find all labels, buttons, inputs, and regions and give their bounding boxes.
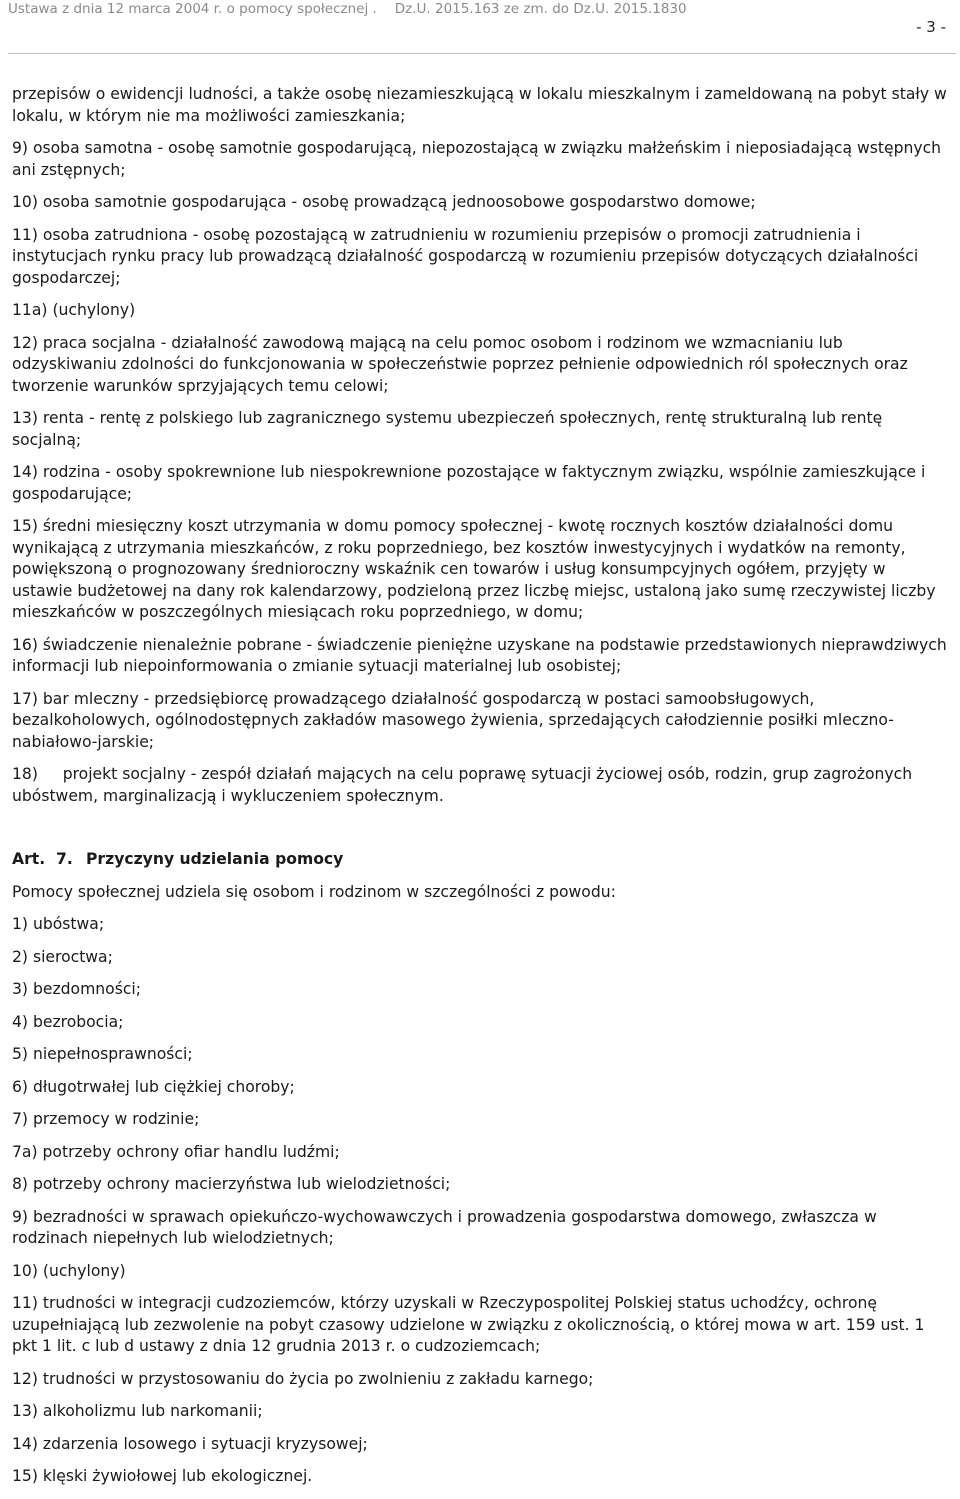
list-item: 15) klęski żywiołowej lub ekologicznej. [12,1467,313,1485]
definition-paragraph: 17) bar mleczny - przedsiębiorcę prowadzącego działalność gospodarczą w postaci samoobsługowych, bezalkoholowych, ogólnodostępnych zakładów masowego żywienia, sprzedających całodziennie posiłki mleczno-nabiałowo-jarskie; [12,689,894,751]
document-source-line [8,0,687,18]
article-heading [12,849,948,871]
list-item: 1) ubóstwa; [12,915,105,933]
journal-reference: Dz.U. 2015.163 ze zm. do Dz.U. 2015.1830 [394,1,687,17]
list-item: 13) alkoholizmu lub narkomanii; [12,1402,263,1420]
article-number: Art. 7. [12,850,73,868]
article-intro: Pomocy społecznej udziela się osobom i rodzinom w szczególności z powodu: [12,882,616,901]
list-item: 12) trudności w przystosowaniu do życia po zwolnieniu z zakładu karnego; [12,1369,594,1388]
definition-paragraph: 12) praca socjalna - działalność zawodową mającą na celu pomoc osobom i rodzinom we wzmacnianiu lub odzyskiwaniu zdolności do funkcjonowania w społeczeństwie poprzez pełnienie odpowiednich ról społecznych oraz tworzenie warunków sprzyjających temu celowi; [12,333,908,395]
header-divider [8,53,956,54]
article-title: Przyczyny udzielania pomocy [86,850,344,868]
definition-paragraph: 10) osoba samotnie gospodarująca - osobę prowadzącą jednoosobowe gospodarstwo domowe; [12,193,756,211]
definition-paragraph: 13) renta - rentę z polskiego lub zagranicznego systemu ubezpieczeń społecznych, rentę strukturalną lub rentę socjalną; [12,409,883,449]
article-7 [12,849,948,1488]
page-number: - 3 - [916,18,946,36]
definition-paragraph: 15) średni miesięczny koszt utrzymania w domu pomocy społecznej - kwotę rocznych kosztów działalności domu wynikającą z utrzymania mieszkańców, z roku poprzedniego, bez kosztów inwestycyjnych i wydatków na remonty, powiększoną o prognozowany średnioroczny wskaźnik cen towarów i usług konsumpcyjnych ogółem, przyjęty w ustawie budżetowej na dany rok kalendarzowy, podzieloną przez liczbę miejsc, ustaloną jako sumę rzeczywistej liczby mieszkańców w poszczególnych miesiącach roku poprzedniego, w domu; [12,517,936,621]
list-item: 3) bezdomności; [12,980,141,998]
list-item: 6) długotrwałej lub ciężkiej choroby; [12,1077,295,1096]
list-item: 14) zdarzenia losowego i sytuacji kryzysowej; [12,1434,368,1453]
list-item: 4) bezrobocia; [12,1012,124,1031]
list-item: 7a) potrzeby ochrony ofiar handlu ludźmi; [12,1142,340,1161]
definition-paragraph: 14) rodzina - osoby spokrewnione lub niespokrewnione pozostające w faktycznym związku, wspólnie zamieszkujące i gospodarujące; [12,463,926,503]
definition-paragraph: 18) projekt socjalny - zespół działań mających na celu poprawę sytuacji życiowej osób, rodzin, grup zagrożonych ubóstwem, marginalizacją i wykluczeniem społecznym. [12,765,918,805]
definition-paragraph: przepisów o ewidencji ludności, a także osobę niezamieszkującą w lokalu mieszkalnym i zameldowaną na pobyt stały w lokalu, w którym nie ma możliwości zamieszkania; [12,85,947,125]
definition-paragraph: 11) osoba zatrudniona - osobę pozostającą w zatrudnieniu w rozumieniu przepisów o promocji zatrudnienia i instytucjach rynku pracy lub prowadzącą działalność gospodarczą w rozumieniu przepisów dotyczących działalności gospodarczej; [12,225,919,287]
section-spacer [12,818,948,849]
definition-paragraph: 11a) (uchylony) [12,301,136,319]
list-item: 9) bezradności w sprawach opiekuńczo-wychowawczych i prowadzenia gospodarstwa domowego, zwłaszcza w rodzinach niepełnych lub wielodzietnych; [12,1207,877,1247]
list-item: 11) trudności w integracji cudzoziemców, którzy uzyskali w Rzeczypospolitej Polskiej status uchodźcy, ochronę uzupełniającą lub zezwolenie na pobyt czasowy udzielone w związku z okolicznością, o której mowa w art. 159 ust. 1 pkt 1 lit. c lub d ustawy z dnia 12 grudnia 2013 r. o cudzoziemcach; [12,1294,925,1355]
page-header [0,0,960,56]
list-item: 5) niepełnosprawności; [12,1045,193,1063]
definition-paragraph: 16) świadczenie nienależnie pobrane - świadczenie pieniężne uzyskane na podstawie przedstawionych nieprawdziwych informacji lub niepoinformowania o zmianie sytuacji materialnej lub osobistej; [12,635,947,675]
document-body [12,84,948,1499]
definitions-list [12,84,948,807]
list-item: 8) potrzeby ochrony macierzyństwa lub wielodzietności; [12,1175,451,1193]
act-title: Ustawa z dnia 12 marca 2004 r. o pomocy społecznej . [8,1,377,17]
list-item: 2) sieroctwa; [12,947,113,966]
list-item: 10) (uchylony) [12,1261,126,1280]
definition-paragraph: 9) osoba samotna - osobę samotnie gospodarującą, niepozostającą w związku małżeńskim i nieposiadającą wstępnych ani zstępnych; [12,139,942,179]
list-item: 7) przemocy w rodzinie; [12,1110,200,1128]
